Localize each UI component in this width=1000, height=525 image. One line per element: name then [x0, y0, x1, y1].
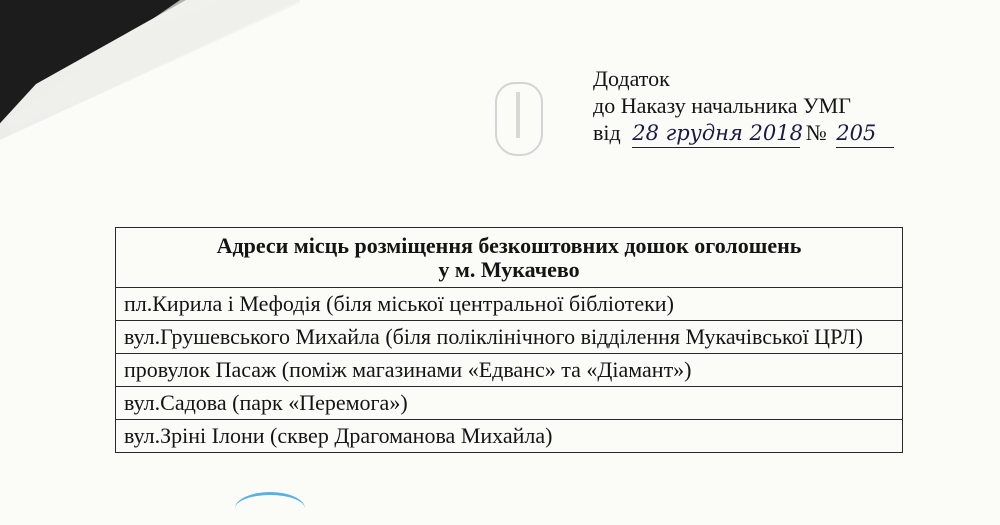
table-row [116, 387, 903, 420]
address-cell: вул.Грушевського Михайла (біля поліклінічного відділення Мукачівської ЦРЛ) [116, 321, 903, 354]
annex-date-line [593, 119, 894, 148]
annex-title: Додаток [593, 66, 670, 91]
table-header-line1: Адреси місць розміщення безкоштовних дошок оголошень [216, 233, 802, 258]
address-cell: провулок Пасаж (поміж магазинами «Едванс» та «Діамант») [116, 354, 903, 387]
annex-subtitle: до Наказу начальника УМГ [593, 93, 851, 118]
table-row [116, 321, 903, 354]
address-cell: пл.Кирила і Мефодія (біля міської центральної бібліотеки) [116, 288, 903, 321]
date-prefix: від [593, 120, 621, 145]
stamp-edge-icon [235, 492, 305, 525]
annex-header [593, 65, 894, 148]
table-row [116, 288, 903, 321]
address-cell: вул.Садова (парк «Перемога») [116, 387, 903, 420]
address-cell: вул.Зріні Ілони (сквер Драгоманова Михайла) [116, 420, 903, 453]
show-through-emblem-icon [495, 82, 543, 156]
table-header-cell [116, 228, 903, 288]
table-row [116, 420, 903, 453]
table-row [116, 354, 903, 387]
table-header-line2: у м. Мукачево [438, 257, 580, 282]
addresses-table [115, 227, 903, 453]
handwritten-number: 205 [836, 120, 894, 148]
handwritten-date: 28 грудня 2018 [632, 120, 800, 148]
table-header-row [116, 228, 903, 288]
number-sign: № [805, 120, 827, 145]
